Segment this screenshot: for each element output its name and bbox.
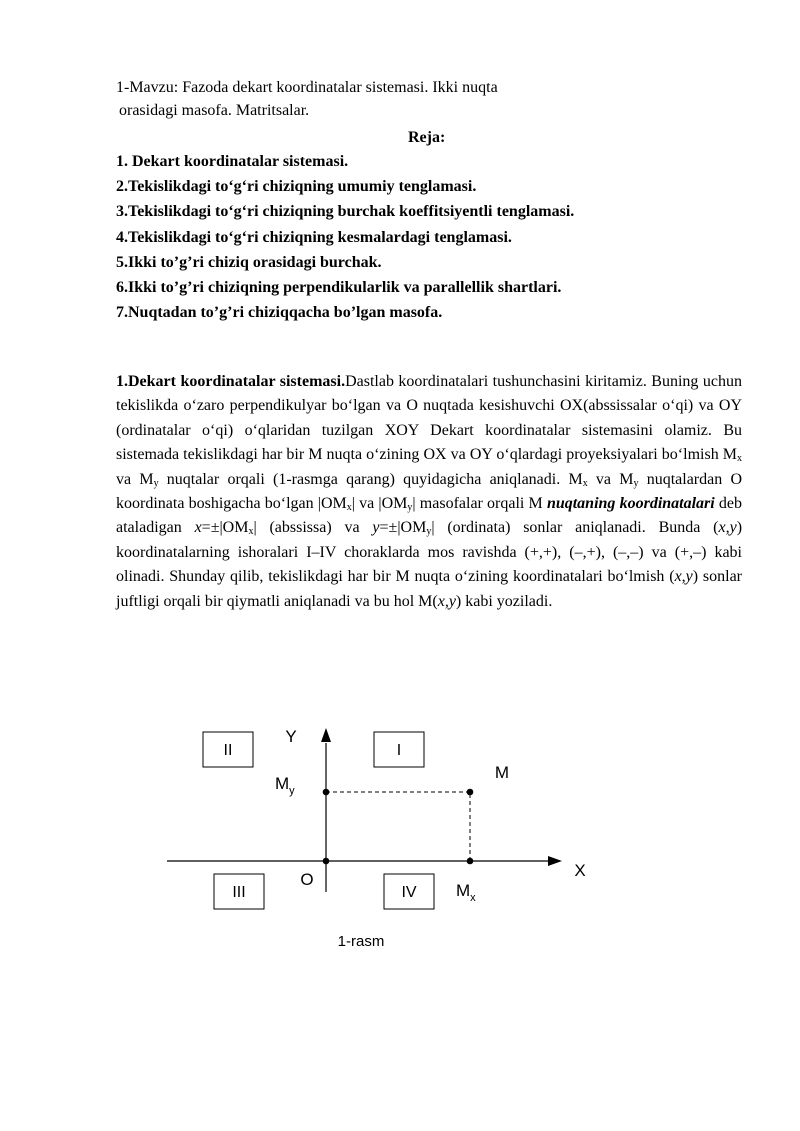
para-text: | (ordinata) sonlar aniqlanadi. Bunda ( <box>431 519 719 537</box>
section-1-heading: 1.Dekart koordinatalar sistemasi. <box>116 373 346 390</box>
point-my-label <box>275 774 295 797</box>
point-mx-subscript: x <box>470 892 476 904</box>
plan-item-4: 4.Tekislikdagi to‘g‘ri chiziqning kesmalardagi tenglamasi. <box>116 229 512 246</box>
para-text: | masofalar orqali M <box>412 495 547 513</box>
point-m-dot <box>467 789 474 796</box>
subscript: y <box>633 477 639 489</box>
title-line-2: orasidagi masofa. Matritsalar. <box>119 102 310 119</box>
y-axis-label: Y <box>285 727 297 746</box>
para-text: va M <box>116 470 154 488</box>
plan-heading: Reja: <box>408 129 446 146</box>
point-my-subscript: y <box>289 785 295 797</box>
subscript: y <box>407 502 413 514</box>
plan-item-5: 5.Ikki to’g’ri chiziq orasidagi burchak. <box>116 254 382 271</box>
point-my-dot <box>323 789 330 796</box>
para-text: ) koordinatalarning ishoralari I–IV choraklarda mos ravishda (+,+), (–,+), (–,–) va (+,–) kabi olinadi. Shunday qilib, tekislikdagi har bir M nuqta o‘zining koordinatalari bo‘lmish ( <box>116 519 743 586</box>
variable: x,y <box>718 519 737 537</box>
origin-dot <box>323 858 330 865</box>
subscript: y <box>426 526 432 538</box>
subscript: x <box>346 502 352 514</box>
section-1-paragraph <box>116 370 742 614</box>
plan-item-2: 2.Tekislikdagi to‘g‘ri chiziqning umumiy tenglamasi. <box>116 178 477 195</box>
x-axis-arrow <box>548 856 562 866</box>
point-mx-dot <box>467 858 474 865</box>
subscript: x <box>582 477 588 489</box>
para-text: nuqtalar orqali (1-rasmga qarang) quyidagicha aniqlanadi. M <box>158 470 583 488</box>
para-text: deb ataladigan <box>116 495 743 537</box>
point-mx-base: M <box>456 881 471 900</box>
para-text: ) kabi yoziladi. <box>455 592 553 610</box>
variable: x,y <box>674 568 693 586</box>
variable: y <box>372 519 380 537</box>
plan-item-6: 6.Ikki to’g’ri chiziqning perpendikularlik va parallellik shartlari. <box>116 279 562 296</box>
coordinate-diagram <box>150 710 610 970</box>
subscript: y <box>153 477 159 489</box>
para-text: =±|OM <box>201 519 249 537</box>
quadrant-4-label: IV <box>401 884 417 901</box>
para-text: Dastlab koordinatalari tushunchasini kiritamiz. Buning uchun tekislikda o‘zaro perpendikulyar bo‘lgan va O nuqtada kesishuvchi OX(abssissalar o‘qi) va OY (ordinatalar o‘qi) o‘qlaridan tuzilgan XOY Dekart koordinatalar sistemasini olamiz. Bu sistemada tekislikdagi har bir M nuqta o‘zining OX va OY o‘qlardagi proyeksiyalari bo‘lmish M <box>116 373 742 464</box>
para-text: =±|OM <box>379 519 427 537</box>
quadrant-2-label: II <box>223 742 233 759</box>
plan-item-1: 1. Dekart koordinatalar sistemasi. <box>116 153 349 170</box>
x-axis-label: X <box>574 861 586 880</box>
emphasis-term: nuqtaning koordinatalari <box>546 495 715 513</box>
point-m-label: M <box>494 763 510 782</box>
point-mx-label <box>456 881 476 904</box>
title-line-1: 1-Mavzu: Fazoda dekart koordinatalar sistemasi. Ikki nuqta <box>116 79 498 96</box>
para-text: nuqtalardan O koordinata boshigacha bo‘lgan |OM <box>116 470 743 513</box>
plan-item-3: 3.Tekislikdagi to‘g‘ri chiziqning burchak koeffitsiyentli tenglamasi. <box>116 203 575 220</box>
y-axis-arrow <box>321 728 331 742</box>
para-text: | (abssissa) va <box>253 519 373 537</box>
para-text: ) sonlar juftligi orqali bir qiymatli aniqlanadi va bu hol M( <box>116 568 743 610</box>
subscript: x <box>248 526 254 538</box>
origin-label: O <box>300 870 314 889</box>
para-text: | va |OM <box>351 495 408 513</box>
para-text: va M <box>587 470 634 488</box>
subscript: x <box>737 453 742 465</box>
plan-item-7: 7.Nuqtadan to’g’ri chiziqqacha bo’lgan masofa. <box>116 304 443 321</box>
point-my-base: M <box>275 774 290 793</box>
quadrant-1-label: I <box>396 742 402 759</box>
quadrant-3-label: III <box>232 884 246 901</box>
variable: x,y <box>437 592 456 610</box>
variable: x <box>194 519 202 537</box>
figure-caption: 1-rasm <box>337 933 385 950</box>
